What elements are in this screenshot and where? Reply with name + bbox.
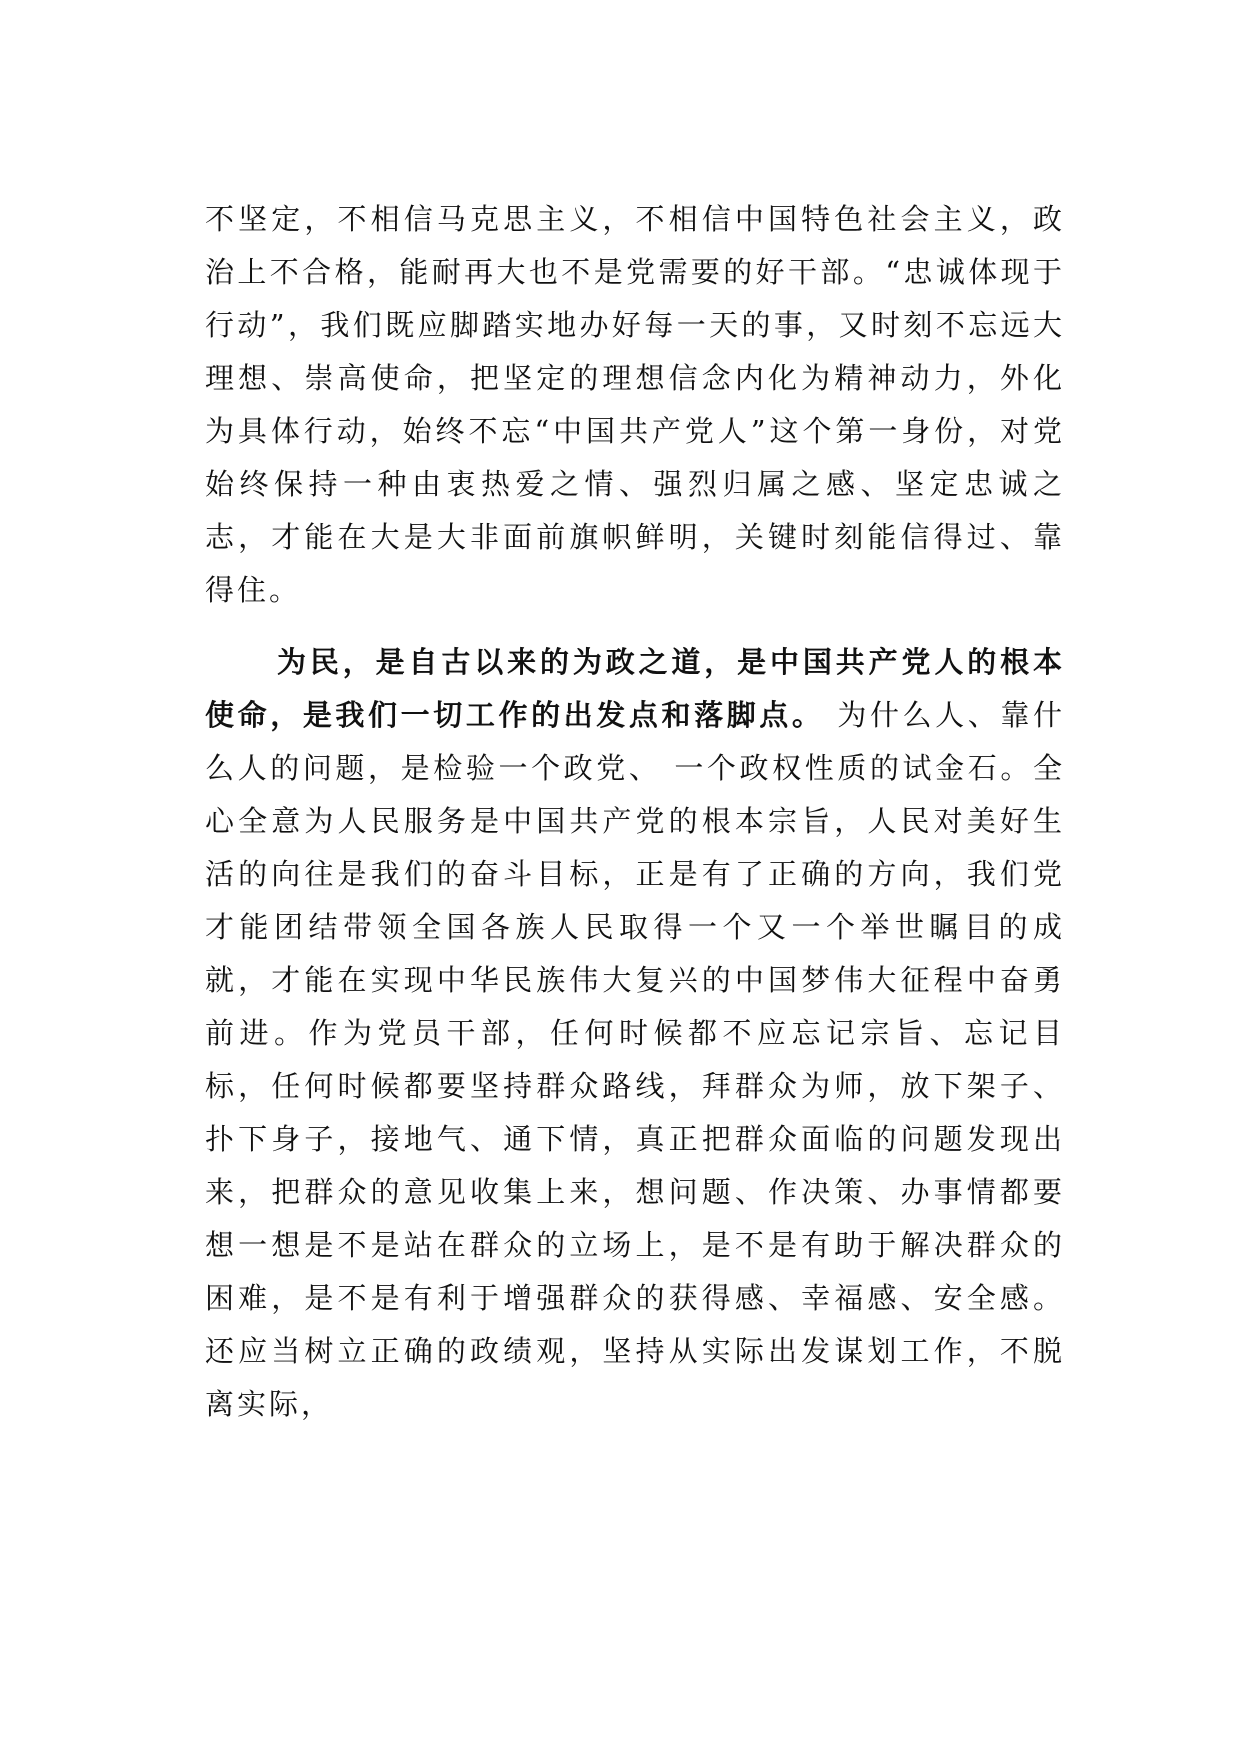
body-paragraph-2 bbox=[205, 636, 1065, 1431]
body-paragraph-1: 不坚定，不相信马克思主义，不相信中国特色社会主义，政治上不合格，能耐再大也不是党需要的好干部。“忠诚体现于行动”，我们既应脚踏实地办好每一天的事，又时刻不忘远大理想、崇高使命，把坚定的理想信念内化为精神动力，外化为具体行动，始终不忘“中国共产党人”这个第一身份，对党始终保持一种由衷热爱之情、强烈归属之感、坚定忠诚之志，才能在大是大非面前旗帜鲜明，关键时刻能信得过、靠得住。 bbox=[205, 202, 1065, 607]
paragraph-2-body: 为什么人、靠什么人的问题，是检验一个政党、 一个政权性质的试金石。全心全意为人民服务是中国共产党的根本宗旨，人民对美好生活的向往是我们的奋斗目标，正是有了正确的方向，我们党才能团结带领全国各族人民取得一个又一个举世瞩目的成就，才能在实现中华民族伟大复兴的中国梦伟大征程中奋勇前进。作为党员干部，任何时候都不应忘记宗旨、忘记目标，任何时候都要坚持群众路线，拜群众为师，放下架子、扑下身子，接地气、通下情，真正把群众面临的问题发现出来，把群众的意见收集上来，想问题、作决策、办事情都要想一想是不是站在群众的立场上，是不是有助于解决群众的困难，是不是有利于增强群众的获得感、幸福感、安全感。还应当树立正确的政绩观，坚持从实际出发谋划工作，不脱离实际， bbox=[205, 698, 1065, 1421]
paragraph-2-bold-lead: 为民，是自古以来的为政之道，是中国共产党人的根本使命，是我们一切工作的出发点和落脚点。 bbox=[205, 645, 1065, 732]
